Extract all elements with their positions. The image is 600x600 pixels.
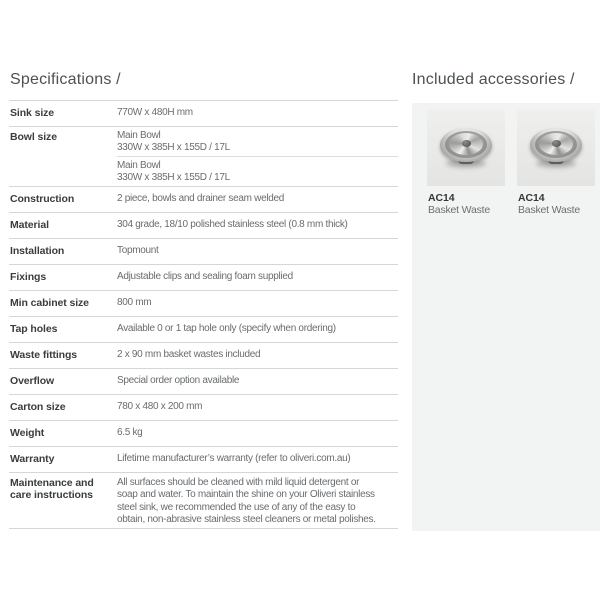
spec-value (117, 271, 398, 283)
spec-value-line: obtain, non-abrasive stainless steel cleaners or metal polishes. (117, 513, 376, 525)
spec-value (117, 245, 398, 257)
spec-label: Maintenance and care instructions (10, 477, 94, 502)
spec-value (117, 127, 398, 186)
spec-label: Overflow (10, 375, 55, 388)
spec-value-line: Main Bowl (117, 130, 161, 141)
specifications-heading: Specifications / (10, 71, 121, 88)
spec-row (9, 421, 398, 447)
spec-value (117, 427, 398, 439)
spec-value-line: Lifetime manufacturer’s warranty (refer to oliveri.com.au) (117, 453, 351, 465)
spec-value-line: Available 0 or 1 tap hole only (specify when ordering) (117, 323, 336, 335)
accessory-tile (427, 109, 505, 186)
spec-value-line: 6.5 kg (117, 427, 143, 439)
accessories-heading: Included accessories / (412, 71, 575, 88)
spec-value-line: 780 x 480 x 200 mm (117, 401, 203, 413)
spec-label: Weight (10, 427, 45, 440)
spec-value-line: 330W x 385H x 155D / 17L (117, 172, 230, 183)
spec-label: Tap holes (10, 323, 58, 336)
spec-value-line: soap and water. To maintain the shine on your Oliveri stainless (117, 489, 375, 501)
spec-value-line: Adjustable clips and sealing foam supplied (117, 271, 293, 283)
spec-value-line: 2 piece, bowls and drainer seam welded (117, 193, 285, 205)
spec-value (117, 323, 398, 335)
spec-label: Min cabinet size (10, 297, 89, 310)
spec-value-line: Main Bowl (117, 160, 161, 171)
spec-row (9, 101, 398, 127)
spec-row (9, 317, 398, 343)
spec-value (117, 473, 398, 526)
spec-table (9, 100, 398, 529)
accessory-code: AC14 (518, 192, 545, 204)
spec-row (9, 447, 398, 473)
accessory-tile (517, 109, 595, 186)
spec-label: Fixings (10, 271, 47, 284)
spec-label: Warranty (10, 453, 55, 466)
spec-value (117, 193, 398, 205)
spec-value-line: All surfaces should be cleaned with mild liquid detergent or (117, 477, 360, 488)
spec-row (9, 395, 398, 421)
spec-value (117, 375, 398, 387)
spec-value (117, 219, 398, 231)
basket-waste-image (517, 109, 595, 186)
spec-label: Waste fittings (10, 349, 78, 362)
spec-row (9, 369, 398, 395)
spec-row (9, 343, 398, 369)
strainer-hub (462, 140, 471, 147)
spec-value-line: Special order option available (117, 375, 240, 387)
spec-label: Construction (10, 193, 75, 206)
spec-value-line: 2 x 90 mm basket wastes included (117, 349, 261, 361)
spec-label: Bowl size (10, 131, 57, 143)
spec-value (117, 401, 398, 413)
spec-label: Material (10, 219, 49, 232)
spec-label: Installation (10, 245, 65, 258)
spec-value-line: 770W x 480H mm (117, 107, 193, 119)
spec-value-line: 800 mm (117, 297, 152, 309)
spec-value (117, 453, 398, 465)
accessory-code: AC14 (428, 192, 455, 204)
spec-row (9, 213, 398, 239)
spec-row (9, 127, 398, 187)
spec-value (117, 349, 398, 361)
spec-value-line: steel sink, we recommended the use of any of the easy to (117, 501, 356, 513)
spec-row (9, 187, 398, 213)
spec-row (9, 239, 398, 265)
spec-row (9, 473, 398, 529)
spec-label: Carton size (10, 401, 66, 414)
accessory-item (517, 109, 597, 214)
spec-label: Sink size (10, 107, 55, 120)
spec-value (117, 107, 398, 119)
spec-value-line: Topmount (117, 245, 159, 257)
spec-value (117, 297, 398, 309)
accessory-item (427, 109, 507, 214)
accessory-name: Basket Waste (428, 204, 490, 216)
accessories-panel (412, 103, 600, 531)
spec-value-line: 304 grade, 18/10 polished stainless steel (0.8 mm thick) (117, 219, 348, 231)
strainer-hub (552, 140, 561, 147)
accessory-name: Basket Waste (518, 204, 580, 216)
spec-row (9, 291, 398, 317)
spec-row (9, 265, 398, 291)
basket-waste-image (427, 109, 505, 186)
spec-value-line: 330W x 385H x 155D / 17L (117, 142, 230, 153)
